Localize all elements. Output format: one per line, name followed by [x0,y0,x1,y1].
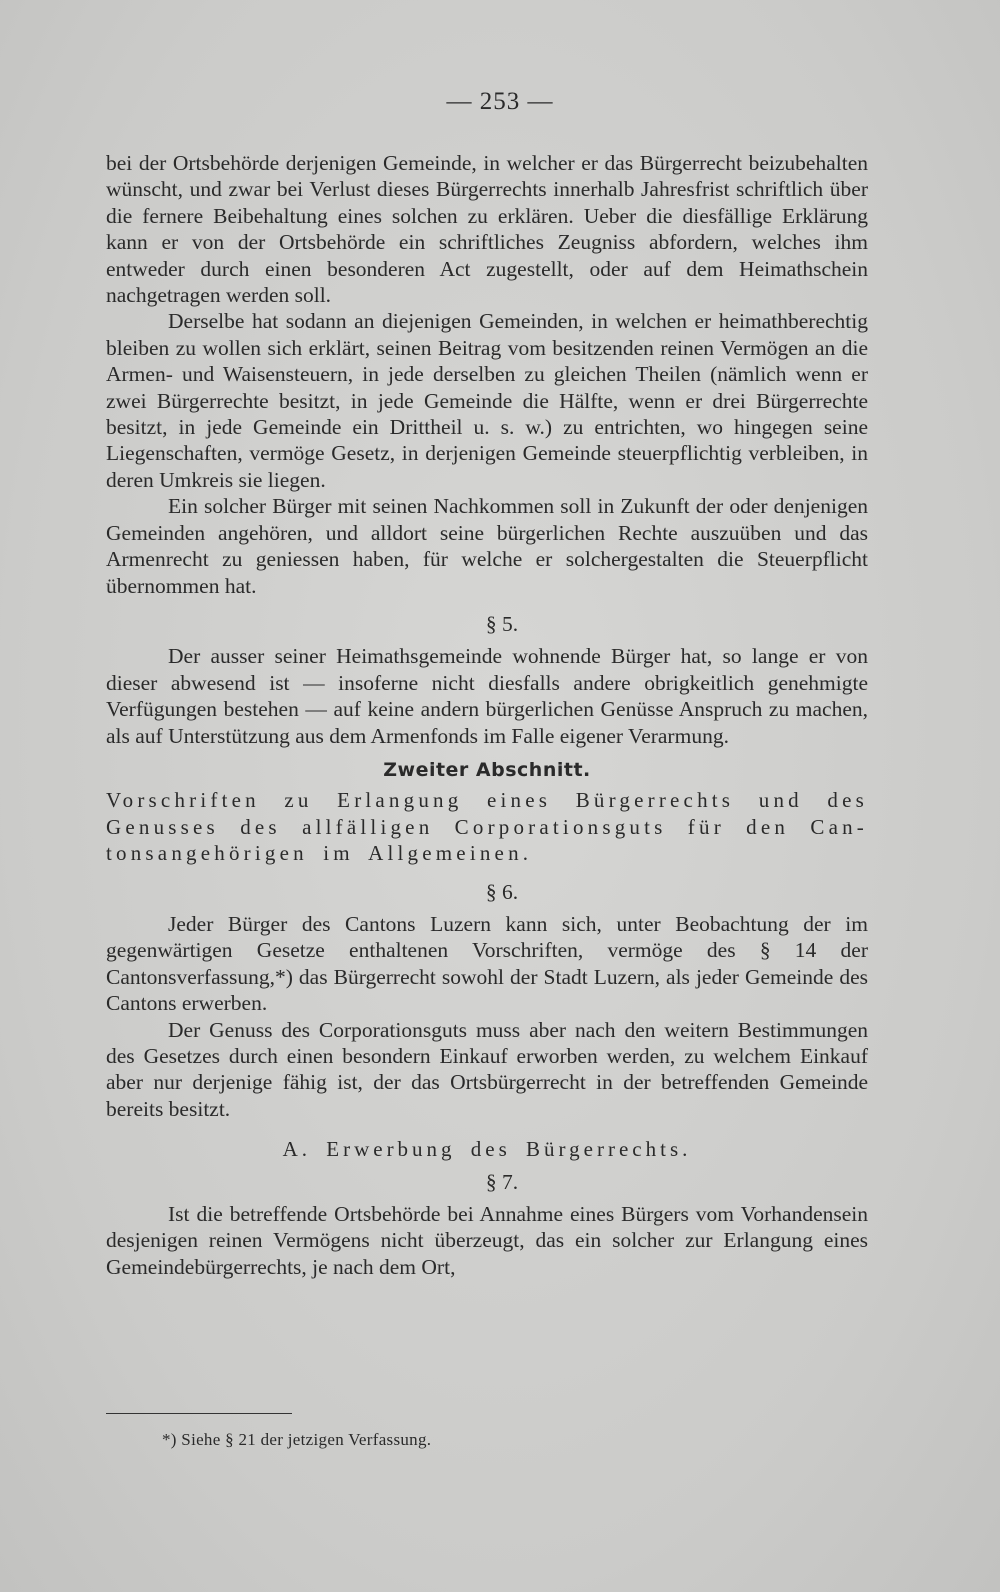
section-6-paragraph: Jeder Bürger des Cantons Luzern kann sich, unter Beobachtung der im gegenwärtigen Gesetze enthaltenen Vorschriften, vermöge des § 14 der Cantonsverfassung,*) das Bürgerrecht sowohl der Stadt Luzern, als jeder Gemeinde des Cantons erwerben. [106,911,868,1016]
chapter-subtitle-line-2: Genusses des allfälligen Corporationsguts für den Can- [106,814,868,839]
chapter-subtitle-line-3: tonsangehörigen im Allgemeinen. [106,841,533,866]
chapter-subtitle-line-1: Vorschriften zu Erlangung eines Bürgerrechts und des [106,788,868,813]
body-text [106,150,868,1280]
section-5-text: Der ausser seiner Heimathsgemeinde wohnende Bürger hat, so lange er von dieser abwesend ist — insoferne nicht diesfalls andere obrigkeitlich genehmigte Verfügungen bestehen — auf keine andern bürgerlichen Genüsse Anspruch zu machen, als auf Unterstützung aus dem Armenfonds im Falle eigener Verarmung. [106,644,868,748]
footnote: *) Siehe § 21 der jetzigen Verfassung. [162,1430,432,1449]
paragraph: bei der Ortsbehörde derjenigen Gemeinde, in welcher er das Bürgerrecht beizubehalten wünscht, und zwar bei Verlust dieses Bürgerrechts innerhalb Jahresfrist schriftlich über die fernere Beibehaltung eines solchen zu erklären. Ueber die diesfällige Erklärung kann er von der Ortsbehörde ein schriftliches Zeugniss abfordern, welches ihm entweder durch einen besonderen Act zugestellt, oder auf dem Heimathschein nachgetragen werden soll. [106,151,868,308]
section-6-heading: § 6. [485,879,519,904]
chapter-title: Zweiter Abschnitt. [383,758,591,781]
subsection-heading: A. Erwerbung des Bürgerrechts. [282,1137,692,1162]
paragraph: Derselbe hat sodann an diejenigen Gemeinden, in welchen er heimathberechtig bleiben zu wollen sich erklärt, seinen Beitrag vom besitzenden reinen Vermögen an die Armen- und Waisensteuern, in jede derselben zu gleichen Theilen (nämlich wenn er zwei Bürgerrechte besitzt, in jede Gemeinde die Hälfte, wenn er drei Bürgerrechte besitzt, in jede Gemeinde ein Drittheil u. s. w.) zu entrichten, wo hingegen seine Liegenschaften, vermöge Gesetz, in derjenigen Gemeinde steuerpflichtig verbleiben, in deren Umkreis sie liegen. [106,309,868,492]
section-5-heading: § 5. [485,611,519,636]
section-7-text: Ist die betreffende Ortsbehörde bei Annahme eines Bürgers vom Vorhandensein desjenigen reinen Vermögens nicht überzeugt, das ein solcher zur Erlangung eines Gemeindebürgerrechts, je nach dem Ort, [106,1202,868,1279]
section-6-paragraph: Der Genuss des Corporationsguts muss aber nach den weitern Bestimmungen des Gesetzes durch einen besondern Einkauf erworben werden, zu welchem Einkauf aber nur derjenige fähig ist, der das Ortsbürgerrecht in der betreffenden Gemeinde bereits besitzt. [106,1017,868,1121]
paragraph: Ein solcher Bürger mit seinen Nachkommen soll in Zukunft der oder denjenigen Gemeinden angehören, und alldort seine bürgerlichen Rechte auszuüben und das Armenrecht zu geniessen haben, für welche er solchergestalten die Steuerpflicht übernommen hat. [106,494,868,598]
section-7-heading: § 7. [485,1169,519,1194]
footnote-rule [106,1413,292,1414]
page-number: — 253 — [446,88,554,115]
